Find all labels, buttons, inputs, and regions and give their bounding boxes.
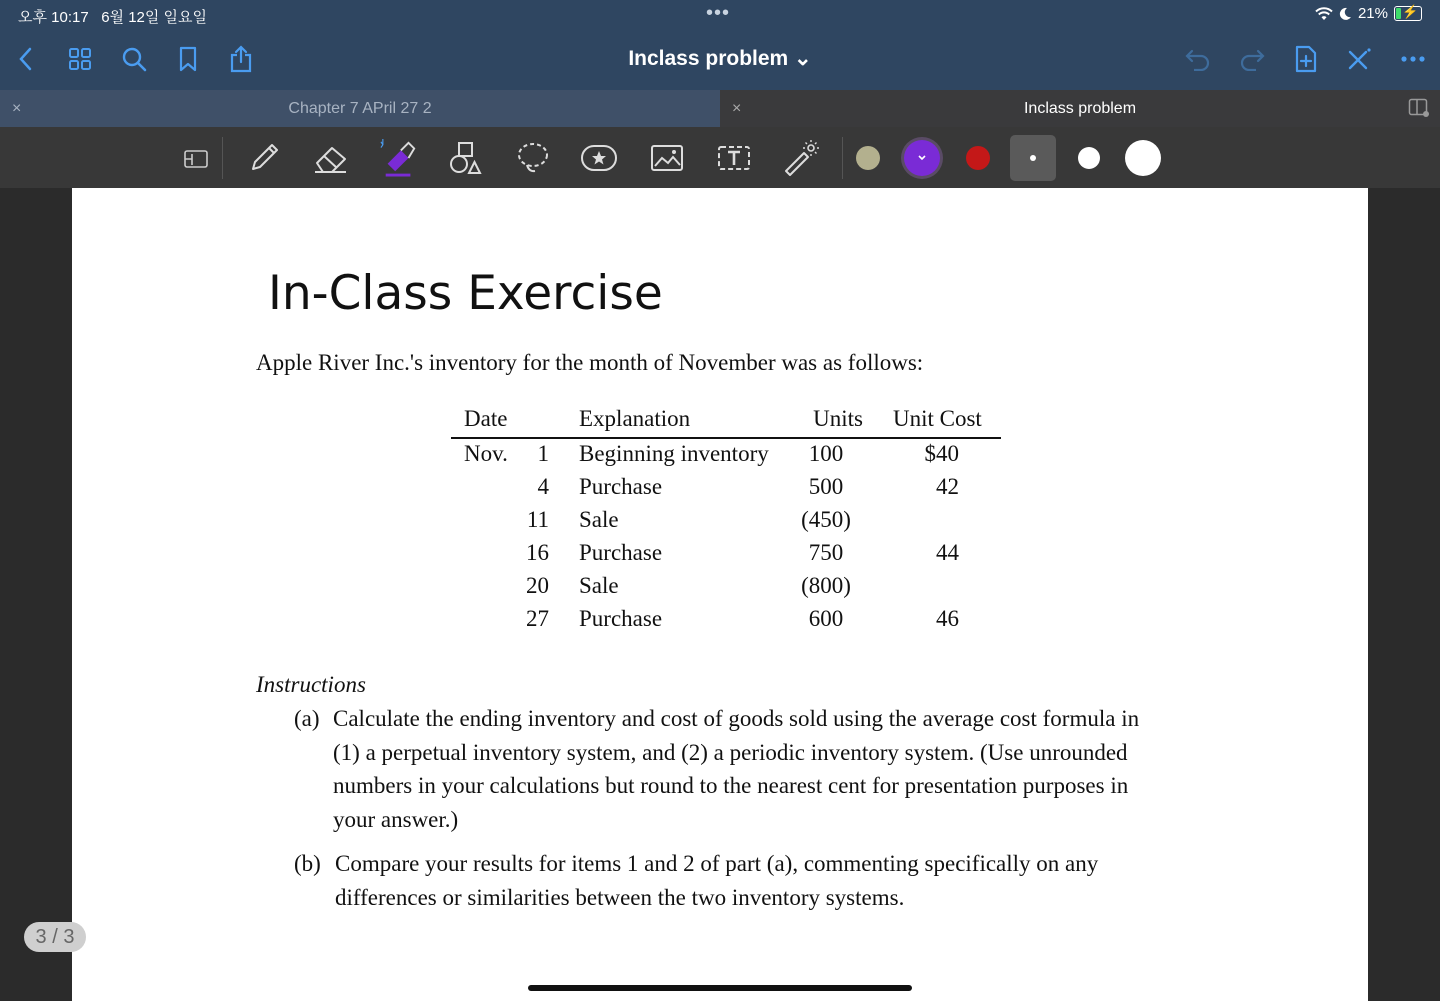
multitasking-dots-icon[interactable]: ••• [706, 2, 731, 24]
color-swatch-red[interactable] [966, 146, 990, 170]
status-date: 6월 12일 일요일 [101, 9, 208, 26]
stroke-size-small-selected[interactable] [1010, 135, 1056, 181]
stroke-size-large[interactable] [1125, 140, 1161, 176]
color-swatch-purple-selected[interactable] [904, 140, 940, 176]
page-title: In-Class Exercise [268, 266, 663, 321]
intro-text: Apple River Inc.'s inventory for the month of November was as follows: [256, 350, 924, 375]
battery-percent: 21% [1357, 5, 1388, 22]
lasso-tool-icon[interactable] [514, 139, 552, 177]
cell-explanation: Sale [579, 573, 619, 598]
cell-unit-cost: 42 [936, 474, 959, 499]
header-unit-cost: Unit Cost [893, 406, 982, 431]
tab-inclass-problem[interactable] [720, 90, 1440, 127]
instruction-line: Calculate the ending inventory and cost of goods sold using the average cost formula in [333, 706, 1140, 731]
instructions-heading: Instructions [256, 672, 366, 697]
tab-label: Chapter 7 APril 27 2 [288, 99, 432, 117]
instruction-letter: (b) [294, 851, 321, 876]
cell-unit-cost: 44 [936, 540, 959, 565]
header-date: Date [464, 406, 508, 431]
image-tool-icon[interactable] [648, 139, 686, 177]
cell-explanation: Beginning inventory [579, 441, 769, 466]
cell-month: Nov. [464, 441, 508, 466]
pencil-tools-toggle-icon[interactable] [1343, 43, 1375, 75]
cell-explanation: Purchase [579, 540, 663, 565]
laser-pointer-icon[interactable] [782, 139, 820, 177]
toolbar-divider [222, 137, 223, 179]
instruction-line: (1) a perpetual inventory system, and (2) a periodic inventory system. (Use unrounded [333, 739, 1128, 765]
document-title-menu[interactable]: Inclass problem ⌄ [628, 47, 812, 70]
table-row [451, 441, 1001, 474]
read-mode-icon[interactable] [177, 139, 215, 177]
table-row [451, 507, 1001, 540]
table-row [451, 540, 1001, 573]
cell-day: 1 [537, 441, 549, 466]
header-units: Units [813, 406, 863, 431]
cell-units: 500 [808, 474, 844, 499]
cell-day: 16 [526, 540, 549, 565]
instruction-letter: (a) [294, 706, 320, 731]
document-page[interactable] [72, 188, 1368, 1001]
header-explanation: Explanation [579, 406, 691, 431]
cell-units: 600 [808, 606, 844, 631]
cell-explanation: Purchase [579, 606, 663, 631]
annotation-toolbar [0, 127, 1440, 188]
pen-tool-icon[interactable] [245, 139, 283, 177]
tab-chapter-7[interactable] [0, 90, 720, 127]
header-rule [451, 437, 1001, 439]
shapes-tool-icon[interactable] [446, 139, 484, 177]
status-time: 오후 10:17 6월 12일 일요일 [18, 9, 208, 26]
eraser-tool-icon[interactable] [312, 139, 350, 177]
instruction-line: Compare your results for items 1 and 2 of part (a), commenting specifically on any [335, 851, 1099, 876]
cell-explanation: Sale [579, 507, 619, 532]
undo-icon[interactable] [1182, 43, 1214, 75]
tab-bar [0, 90, 1440, 127]
page-indicator[interactable]: 3 / 3 [24, 922, 86, 952]
table-row [451, 573, 1001, 606]
cell-unit-cost: 46 [936, 606, 959, 631]
stroke-size-medium[interactable] [1078, 147, 1100, 169]
page-margin-right [1368, 188, 1440, 1001]
cell-unit-cost: $40 [924, 441, 959, 466]
cell-day: 4 [537, 474, 549, 499]
tab-close-icon[interactable]: × [732, 99, 742, 117]
instruction-line: your answer.) [333, 806, 459, 832]
cell-units: (800) [801, 573, 851, 598]
table-row [451, 606, 1001, 639]
cell-day: 11 [526, 507, 549, 532]
status-bar [0, 0, 1440, 30]
moon-icon [1339, 7, 1352, 21]
status-right [1315, 5, 1422, 22]
tab-label: Inclass problem [1023, 99, 1137, 117]
elements-tool-icon[interactable] [580, 139, 618, 177]
instruction-line: numbers in your calculations but round to the nearest cent for presentation purposes in [333, 773, 1129, 798]
wifi-icon [1315, 7, 1333, 21]
more-options-icon[interactable] [1397, 43, 1429, 75]
table-row [451, 474, 1001, 507]
home-indicator[interactable] [528, 985, 912, 991]
cell-day: 20 [526, 573, 549, 598]
color-swatch-olive[interactable] [856, 146, 880, 170]
tab-close-icon[interactable]: × [12, 99, 22, 117]
cell-units: 100 [808, 441, 844, 466]
highlighter-tool-icon[interactable] [380, 139, 418, 177]
cell-day: 27 [526, 606, 549, 631]
nav-bar [0, 30, 1440, 90]
page-margin-left [0, 188, 72, 1001]
battery-icon: ⚡ [1394, 6, 1422, 21]
cell-explanation: Purchase [579, 474, 663, 499]
cell-units: 750 [808, 540, 844, 565]
toolbar-divider [842, 137, 843, 179]
split-view-icon[interactable] [1408, 98, 1430, 123]
cell-units: (450) [801, 507, 851, 532]
text-tool-icon[interactable] [715, 139, 753, 177]
add-page-icon[interactable] [1290, 43, 1322, 75]
redo-icon[interactable] [1236, 43, 1268, 75]
instruction-line: differences or similarities between the two inventory systems. [335, 884, 905, 910]
